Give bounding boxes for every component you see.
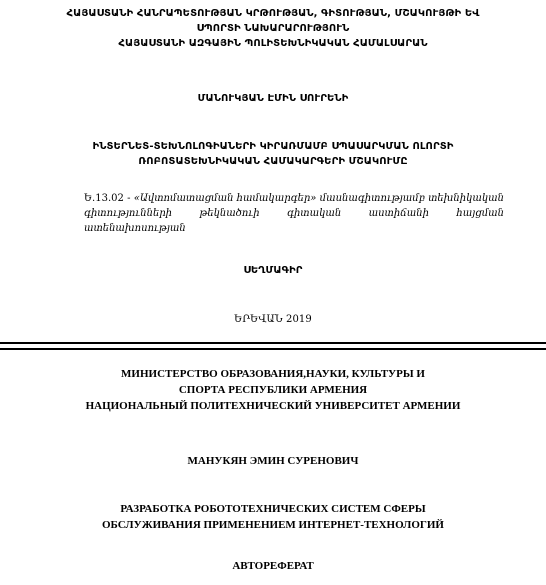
russian-ministry-heading (0, 366, 546, 414)
russian-thesis-title (0, 501, 546, 533)
university-line: НАЦИОНАЛЬНЫЙ ПОЛИТЕХНИЧЕСКИЙ УНИВЕРСИТЕТ АРМЕНИИ (85, 400, 461, 412)
ministry-line: ՀԱՅԱՍՏԱՆԻ ՀԱՆՐԱՊԵՏՈՒԹՅԱՆ ԿՐԹՈՒԹՅԱՆ, ԳԻՏՈՒԹՅԱՆ, ՄՇԱԿՈՒՅԹԻ ԵՎ (66, 8, 480, 19)
specialty-code: Ե.13.02 - (84, 193, 134, 204)
university-line: ՀԱՅԱՍՏԱՆԻ ԱԶԳԱՅԻՆ ՊՈԼԻՏԵԽՆԻԿԱԿԱՆ ՀԱՄԱԼՍԱՐԱՆ (118, 38, 428, 49)
title-line: РАЗРАБОТКА РОБОТОТЕХНИЧЕСКИХ СИСТЕМ СФЕРЫ (120, 503, 426, 515)
place-year: ԵՐԵՎԱՆ 2019 (234, 314, 312, 325)
title-line: ՌՈԲՈՏԱՏԵԽՆԻԿԱԿԱՆ ՀԱՄԱԿԱՐԳԵՐԻ ՄՇԱԿՈՒՄԸ (138, 156, 408, 167)
armenian-document-type: ՍԵՂՄԱԳԻՐ (243, 265, 303, 276)
armenian-author-name: ՄԱՆՈՒԿՅԱՆ ԷՄԻՆ ՍՈՒՐԵՆԻ (197, 93, 349, 104)
armenian-ministry-heading (0, 6, 546, 51)
title-line: ԻՆՏԵՐՆԵՏ-ՏԵԽՆՈԼՈԳԻԱՆԵՐԻ ԿԻՐԱՌՄԱՄԲ ՍՊԱՍԱՐԿՄԱՆ ՈԼՈՐՏԻ (92, 141, 454, 152)
ministry-line: СПОРТА РЕСПУБЛИКИ АРМЕНИЯ (178, 384, 368, 396)
ministry-line: ՍՊՈՐՏԻ ՆԱԽԱՐԱՐՈՒԹՅՈՒՆ (196, 23, 350, 34)
armenian-thesis-title (0, 139, 546, 169)
divider-top (0, 342, 546, 344)
russian-author-name: МАНУКЯН ЭМИН СУРЕНОВИЧ (187, 455, 359, 467)
ministry-line: МИНИСТЕРСТВО ОБРАЗОВАНИЯ,НАУКИ, КУЛЬТУРЫ И (121, 368, 425, 380)
specialty-text: «Ավտոմատացման համակարգեր» մասնագիտությամբ տեխնիկական գիտությունների թեկնածուի գիտական աստիճանի հայցման ատենախոսության (84, 193, 505, 234)
title-line: ОБСЛУЖИВАНИЯ ПРИМЕНЕНИЕМ ИНТЕРНЕТ-ТЕХНОЛОГИЙ (102, 519, 444, 531)
russian-document-type: АВТОРЕФЕРАТ (232, 560, 314, 572)
divider-bottom (0, 348, 546, 350)
specialty-description (84, 191, 504, 236)
